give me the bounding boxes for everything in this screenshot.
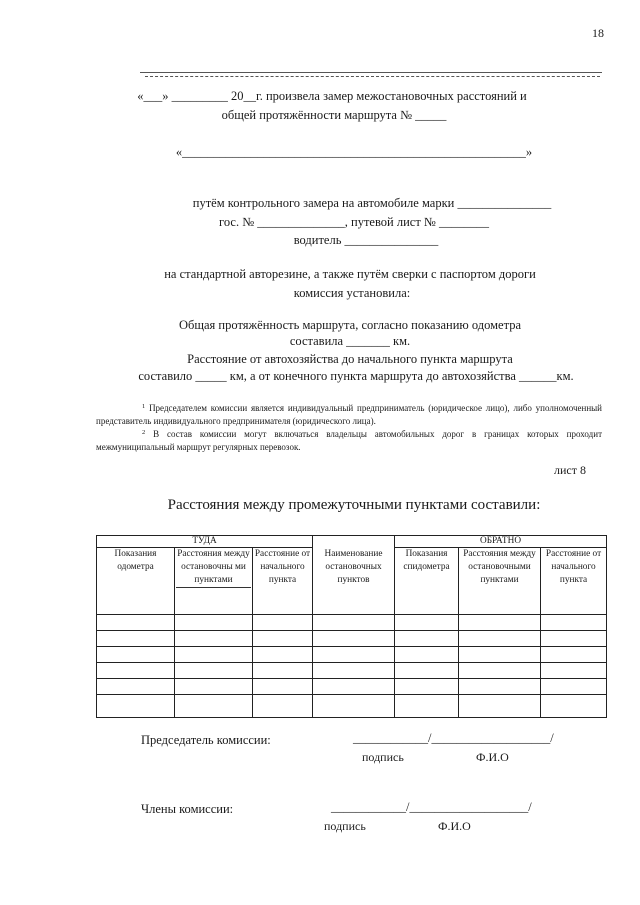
table-row	[97, 679, 607, 695]
group-back: ОБРАТНО	[395, 536, 607, 548]
col-distance-between-there: Расстояния между остановочны ми пунктами	[175, 548, 253, 615]
col-distance-between-back: Расстояния между остановочными пунктами	[459, 548, 541, 615]
page-number: 18	[592, 26, 604, 40]
chair-signature-line: ____________/___________________/	[353, 731, 554, 745]
table-row	[97, 615, 607, 631]
group-there: ТУДА	[97, 536, 313, 548]
chair-signature-caption: подпись	[362, 750, 404, 764]
members-signature-caption: подпись	[324, 819, 366, 833]
intro-line-1: «___» _________ 20__г. произвела замер межостановочных расстояний и	[137, 89, 527, 103]
footnote-1	[96, 400, 602, 428]
footnote-2-mark: 2	[142, 429, 146, 436]
intro-line-2: общей протяжённости маршрута № _____	[221, 108, 447, 122]
table-row	[97, 663, 607, 679]
col-distance-from-start-there: Расстояние от начального пункта	[253, 548, 313, 615]
totals-line-2: составила _______ км.	[289, 334, 411, 348]
table-group-header	[97, 536, 607, 548]
table-row	[97, 647, 607, 663]
totals-line-3: Расстояние от автохозяйства до начального пункта маршрута	[187, 352, 513, 366]
tyre-line-1: на стандартной авторезине, а также путём сверки с паспортом дороги	[164, 267, 536, 281]
col-speedometer: Показания спидометра	[395, 548, 459, 615]
footnote-1-text: Председателем комиссии является индивидуальный предприниматель (юридическое лицо), либо уполномоченный представитель индивидуального предпринимателя (юридического лица).	[96, 403, 602, 426]
gos-line: гос. № ______________, путевой лист № ________	[219, 215, 489, 229]
col-odometer: Показания одометра	[97, 548, 175, 615]
top-dashed-rule	[145, 76, 600, 77]
car-line: путём контрольного замера на автомобиле марки _______________	[192, 196, 552, 210]
members-label: Члены комиссии:	[141, 802, 234, 816]
members-fio-caption: Ф.И.О	[438, 819, 471, 833]
col-distance-from-start-back: Расстояние от начального пункта	[541, 548, 607, 615]
chair-fio-caption: Ф.И.О	[476, 750, 509, 764]
tyre-line-2: комиссия установила:	[293, 286, 411, 300]
table-row	[97, 631, 607, 647]
chair-label: Председатель комиссии:	[141, 733, 271, 747]
table-column-header	[97, 548, 607, 615]
sheet-label: лист 8	[554, 463, 586, 477]
totals-line-4: составило _____ км, а от конечного пункта маршрута до автохозяйства ______км.	[138, 369, 574, 383]
route-name-field: «_______________________________________________________»	[175, 145, 533, 159]
table-row	[97, 695, 607, 718]
footnote-2	[96, 426, 602, 454]
distances-table	[96, 535, 607, 718]
footnote-2-text: В состав комиссии могут включаться владельцы автомобильных дорог в границах которых проходит межмуниципальный маршрут регулярных перевозок.	[96, 429, 602, 452]
totals-line-1: Общая протяжённость маршрута, согласно показанию одометра	[179, 318, 521, 332]
col-stop-names: Наименование остановочных пунктов	[313, 548, 395, 615]
group-spacer	[313, 536, 395, 548]
top-rule	[140, 72, 602, 73]
section-title: Расстояния между промежуточными пунктами составили:	[167, 497, 541, 513]
driver-line: водитель _______________	[293, 233, 439, 247]
footnote-1-mark: 1	[142, 403, 146, 410]
members-signature-line: ____________/___________________/	[331, 800, 532, 814]
